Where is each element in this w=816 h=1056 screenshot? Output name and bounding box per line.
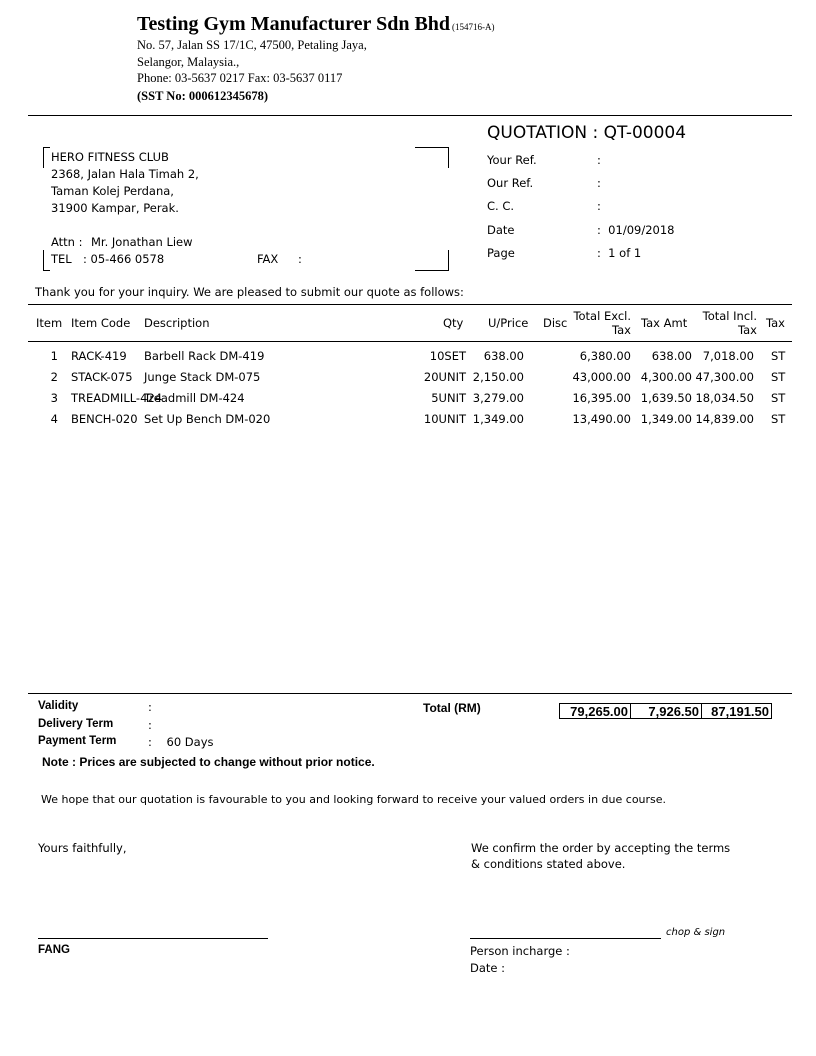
closing-message: We hope that our quotation is favourable to you and looking forward to receive your valued orders in due course. [41,793,667,806]
col-header-total-incl [690,309,757,337]
customer-tel: : 05-466 0578 [83,252,165,266]
customer-name: HERO FITNESS CLUB [51,150,169,164]
total-incl-box: 87,191.50 [701,703,772,719]
row-unit-price: 3,279.00 [472,391,524,405]
total-tax-box: 7,926.50 [630,703,702,719]
ref-label-page: Page [487,246,515,260]
row-item-code: BENCH-020 [71,412,138,426]
ref-label-date: Date [487,223,515,237]
delivery-term-label: Delivery Term [38,718,114,730]
quotation-title: QUOTATION : QT-00004 [487,123,687,143]
col-header-item: Item [36,316,63,330]
row-tax-code: ST [771,370,786,384]
col-header-total-excl-line1: Total Excl. [573,309,631,323]
confirm-text-line2: & conditions stated above. [471,857,626,871]
footer-top-line [28,693,792,694]
validity-value: : [148,700,152,714]
company-phone-fax: Phone: 03-5637 0217 Fax: 03-5637 0117 [137,71,343,85]
signature-line-left [38,938,268,939]
row-description: Junge Stack DM-075 [144,370,261,384]
confirm-date-label: Date : [470,961,506,975]
delivery-term-value: : [148,718,152,732]
company-address-line1: No. 57, Jalan SS 17/1C, 47500, Petaling Jaya, [137,38,367,52]
ref-value-page: : 1 of 1 [597,246,642,260]
row-total-incl: 18,034.50 [695,391,754,405]
col-header-item-code: Item Code [71,316,131,330]
address-bracket-bottom-left [43,250,50,271]
col-header-disc: Disc [543,316,568,330]
row-tax-amt: 638.00 [651,349,692,363]
row-item-number: 2 [50,370,58,384]
ref-value-date: : 01/09/2018 [597,223,675,237]
col-header-uprice: U/Price [488,316,529,330]
price-note: Note : Prices are subjected to change without prior notice. [42,755,375,769]
col-header-qty: Qty [443,316,464,330]
customer-address-line1: 2368, Jalan Hala Timah 2, [51,167,199,181]
row-unit-price: 1,349.00 [472,412,524,426]
row-qty: 5UNIT [431,391,466,405]
header-divider [28,115,792,116]
ref-label-your-ref: Your Ref. [487,153,537,167]
row-total-incl: 7,018.00 [702,349,754,363]
row-total-excl: 43,000.00 [572,370,631,384]
row-tax-amt: 1,349.00 [640,412,692,426]
row-tax-code: ST [771,391,786,405]
col-header-total-excl-line2: Tax [612,323,631,337]
row-description: Treadmill DM-424 [144,391,245,405]
ref-label-cc: C. C. [487,199,515,213]
ref-value-your-ref: : [597,153,601,167]
confirm-text-line1: We confirm the order by accepting the terms [471,841,731,855]
total-excl-box: 79,265.00 [559,703,631,719]
col-header-total-incl-line1: Total Incl. [702,309,757,323]
ref-label-our-ref: Our Ref. [487,176,534,190]
row-item-number: 1 [50,349,58,363]
col-header-total-incl-line2: Tax [738,323,757,337]
table-top-line [28,304,792,305]
col-header-total-excl [560,309,631,337]
row-item-code: RACK-419 [71,349,127,363]
row-qty: 10UNIT [423,412,466,426]
col-header-tax-amt: Tax Amt [641,316,688,330]
company-name-text: Testing Gym Manufacturer Sdn Bhd [137,13,451,35]
row-total-incl: 14,839.00 [695,412,754,426]
total-label: Total (RM) [423,701,481,715]
row-item-code: STACK-075 [71,370,133,384]
ref-value-our-ref: : [597,176,601,190]
signature-line-right [470,938,661,939]
row-unit-price: 638.00 [483,349,524,363]
customer-fax: : [298,252,302,266]
row-total-excl: 13,490.00 [572,412,631,426]
customer-tel-label: TEL [51,252,72,266]
row-tax-code: ST [771,349,786,363]
row-item-number: 4 [50,412,58,426]
customer-address-line3: 31900 Kampar, Perak. [51,201,179,215]
row-total-incl: 47,300.00 [695,370,754,384]
customer-fax-label: FAX [257,252,279,266]
col-header-tax: Tax [766,316,785,330]
row-tax-amt: 4,300.00 [640,370,692,384]
row-qty: 10SET [429,349,466,363]
company-reg-no: (154716-A) [452,22,495,32]
company-address-line2: Selangor, Malaysia., [137,55,240,69]
customer-attn-label: Attn : [51,235,83,249]
validity-label: Validity [38,700,79,712]
person-incharge-label: Person incharge : [470,944,570,958]
row-item-code: TREADMILL-424 [71,391,163,405]
row-tax-code: ST [771,412,786,426]
row-tax-amt: 1,639.50 [640,391,692,405]
customer-address-line2: Taman Kolej Perdana, [51,184,174,198]
row-description: Set Up Bench DM-020 [144,412,271,426]
customer-attn: Mr. Jonathan Liew [91,235,193,249]
row-total-excl: 6,380.00 [579,349,631,363]
row-unit-price: 2,150.00 [472,370,524,384]
signer-name: FANG [38,944,70,956]
company-name [137,13,495,36]
address-bracket-top-left [43,147,50,168]
address-bracket-top-right [415,147,449,168]
yours-faithfully: Yours faithfully, [38,841,127,855]
row-description: Barbell Rack DM-419 [144,349,265,363]
row-qty: 20UNIT [423,370,466,384]
col-header-description: Description [144,316,210,330]
address-bracket-bottom-right [415,250,449,271]
row-item-number: 3 [50,391,58,405]
chop-sign-label: chop & sign [666,927,726,938]
intro-text: Thank you for your inquiry. We are pleased to submit our quote as follows: [35,285,464,299]
company-sst-number: (SST No: 000612345678) [137,89,269,103]
payment-term-value: : 60 Days [148,735,214,749]
table-header-line [28,341,792,342]
ref-value-cc: : [597,199,601,213]
row-total-excl: 16,395.00 [572,391,631,405]
payment-term-label: Payment Term [38,735,117,747]
